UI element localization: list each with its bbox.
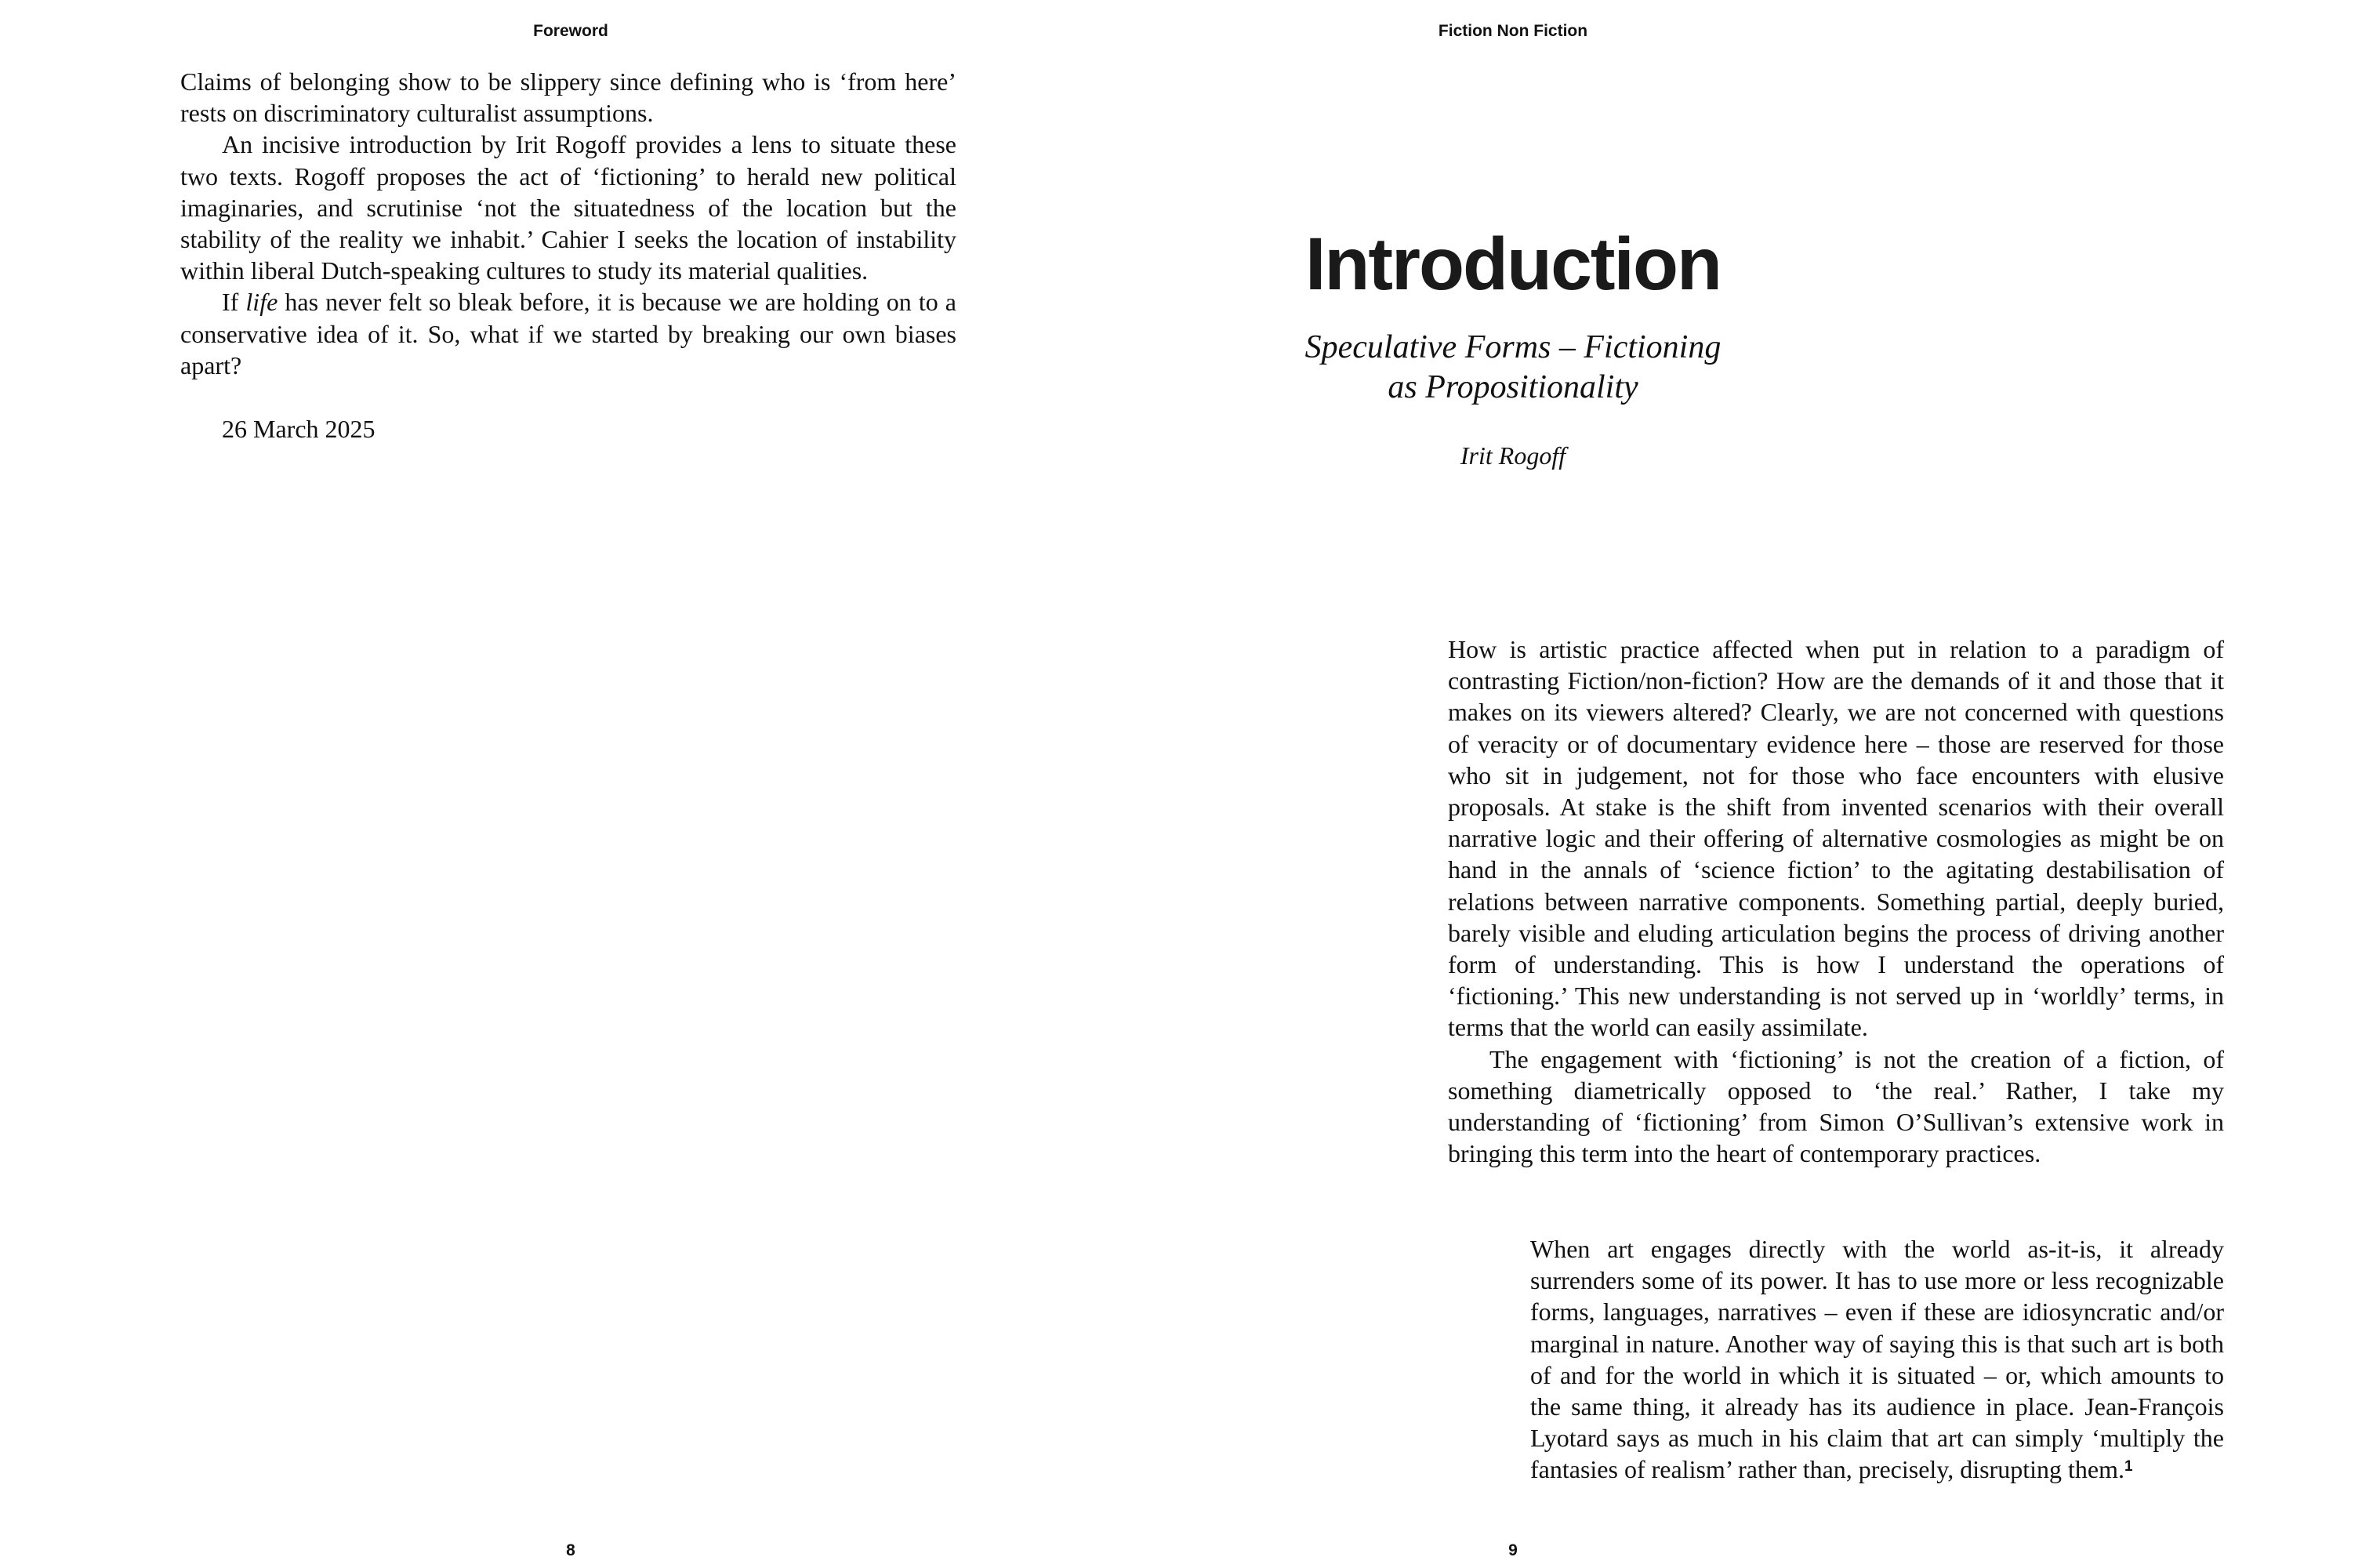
para3-after: has never felt so bleak before, it is because we are holding on to a conservative idea of it. So, what if we started by breaking our own biases apart? bbox=[180, 288, 957, 379]
footnote-marker[interactable]: 1 bbox=[2124, 1458, 2133, 1475]
para3-italic: life bbox=[245, 288, 278, 317]
subtitle-line-2: as Propositionality bbox=[1388, 369, 1638, 405]
page-number-right: 9 bbox=[1508, 1541, 1518, 1559]
introduction-text bbox=[1448, 633, 2224, 1169]
foreword-date: 26 March 2025 bbox=[222, 415, 376, 443]
intro-paragraph-1: How is artistic practice affected when put in relation to a paradigm of contrasting Fiction/non-fiction? How are the demands of it and those that it makes on its viewers altered? Clearly, we are not concerned with questions of veracity or of documentary evidence here – those are reserved for those who sit in judgement, not for those who face encounters with elusive proposals. At stake is the shift from invented scenarios with their overall narrative logic and their offering of alternative cosmologies as might be on hand in the annals of ‘science fiction’ to the agitating destabilisation of relations between narrative components. Something partial, deeply buried, barely visible and eluding articulation begins the process of driving another form of understanding. This is how I understand the operations of ‘fictioning.’ This new understanding is not served up in ‘worldly’ terms, in terms that the world can easily assimilate. bbox=[1448, 635, 2224, 1042]
block-quote bbox=[1530, 1233, 2224, 1486]
foreword-paragraph-2: An incisive introduction by Irit Rogoff provides a lens to situate these two texts. Rogoff proposes the act of ‘fictioning’ to herald new political imaginaries, and scrutinise ‘not the situatedness of the location but the stability of the reality we inhabit.’ Cahier I seeks the location of instability within liberal Dutch-speaking cultures to study its material qualities. bbox=[180, 130, 956, 285]
chapter-title: Introduction bbox=[1304, 223, 1722, 306]
subtitle-line-1: Speculative Forms – Fictioning bbox=[1304, 329, 1722, 365]
running-head-right: Fiction Non Fiction bbox=[1438, 22, 1588, 40]
foreword-text bbox=[180, 66, 956, 381]
page-number-left: 8 bbox=[566, 1541, 575, 1559]
chapter-subtitle bbox=[1190, 328, 1836, 408]
block-quote-body: When art engages directly with the world as-it-is, it already surrenders some of its power. It has to use more or less recognizable forms, languages, narratives – even if these are idiosyncratic and/or marginal in nature. Another way of saying this is that such art is both of and for the world in which it is situated – or, which amounts to the same thing, it already has its audience in place. Jean-François Lyotard says as much in his claim that art can simply ‘multiply the fantasies of realism’ rather than, precisely, disrupting them. bbox=[1530, 1235, 2224, 1484]
intro-paragraph-2: The engagement with ‘fictioning’ is not the creation of a fiction, of something diametrically opposed to ‘the real.’ Rather, I take my understanding of ‘fictioning’ from Simon O’Sullivan’s extensive work in bringing this term into the heart of contemporary practices. bbox=[1448, 1044, 2224, 1168]
para3-before: If bbox=[222, 288, 246, 317]
right-page bbox=[1190, 0, 2380, 1568]
chapter-author: Irit Rogoff bbox=[1460, 441, 1566, 470]
running-head-left: Foreword bbox=[533, 22, 608, 40]
block-quote-text bbox=[1530, 1233, 2224, 1486]
foreword-paragraph-3 bbox=[180, 286, 956, 381]
foreword-paragraph-1: Claims of belonging show to be slippery since defining who is ‘from here’ rests on discriminatory culturalist assumptions. bbox=[180, 67, 956, 128]
